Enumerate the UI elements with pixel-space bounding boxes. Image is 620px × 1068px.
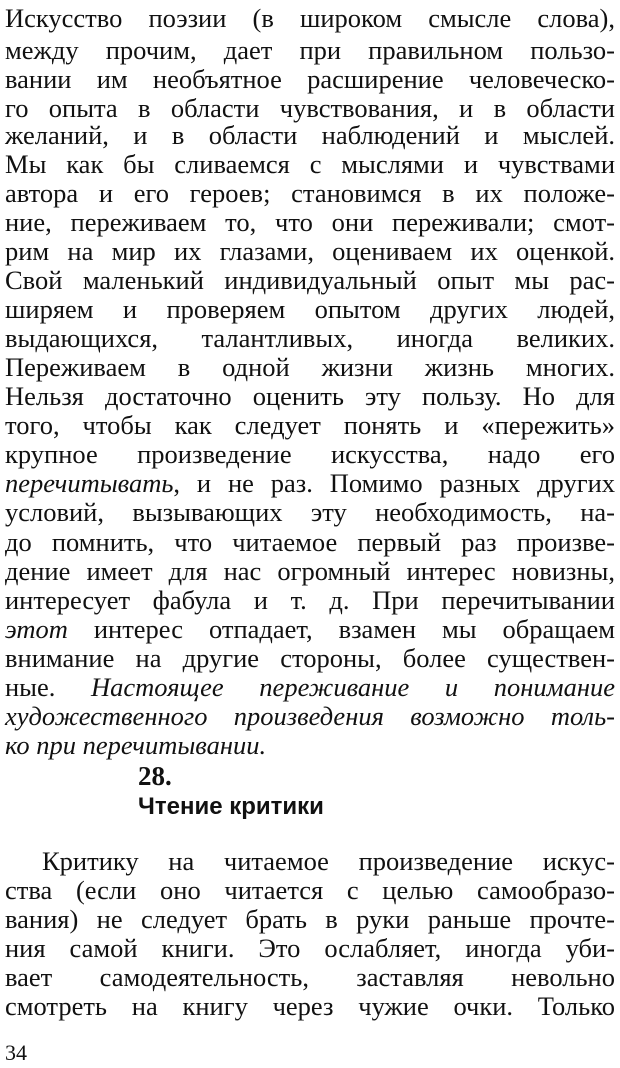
text-line: Свой маленький индивидуальный опыт мы рас- [5, 265, 615, 295]
section-number: 28. [138, 761, 172, 791]
text-line: до помнить, что читаемое первый раз произве- [5, 527, 615, 557]
text-line: желаний, и в области наблюдений и мыслей. [5, 120, 615, 150]
text-line: вания) не следует брать в руки раньше прочте- [5, 904, 615, 934]
text-line: ко при перечитывании. [5, 730, 267, 760]
emphasis-text: Настоящее переживание и понимание [91, 672, 616, 702]
text-line: крупное произведение искусства, надо его [5, 439, 615, 469]
text-line: Нельзя достаточно оценить эту пользу. Но для [5, 381, 615, 411]
text-line: интересует фабула и т. д. При перечитывании [5, 585, 615, 615]
text-line: Переживаем в одной жизни жизнь многих. [5, 352, 615, 382]
text-line: Искусство поэзии (в широком смысле слова), [5, 3, 615, 33]
text-line: Критику на читаемое произведение искус- [42, 846, 615, 876]
text-line: между прочим, дает при правильном пользо- [5, 35, 615, 65]
text-fragment: , и не раз. Помимо разных других [173, 468, 615, 498]
page-number: 34 [5, 1040, 27, 1065]
text-line: Мы как бы сливаемся с мыслями и чувствами [5, 149, 615, 179]
text-line: ние, переживаем то, что они переживали; смот- [5, 207, 615, 237]
text-line: дение имеет для нас огромный интерес новизны, [5, 556, 615, 586]
text-line: художественного произведения возможно толь- [5, 701, 615, 731]
text-line: того, чтобы как следует понять и «пережить» [5, 410, 615, 440]
text-line: выдающихся, талантливых, иногда великих. [5, 323, 615, 353]
text-line: ширяем и проверяем опытом других людей, [5, 294, 615, 324]
text-line: смотреть на книгу через чужие очки. Только [5, 991, 615, 1021]
text-line: вает самодеятельность, заставляя невольно [5, 962, 615, 992]
text-line: ния самой книги. Это ослабляет, иногда уби- [5, 933, 615, 963]
emphasis-text: этот [5, 614, 68, 644]
text-line: внимание на другие стороны, более существен- [5, 643, 615, 673]
text-fragment: ные. [5, 672, 91, 702]
text-line: условий, вызывающих эту необходимость, на- [5, 497, 615, 527]
text-line: автора и его героев; становимся в их положе- [5, 178, 615, 208]
text-line: вании им необъятное расширение человеческо- [5, 64, 615, 94]
text-line [5, 672, 615, 702]
emphasis-text: перечитывать [5, 468, 174, 498]
text-line [5, 468, 615, 498]
text-fragment: интерес отпадает, взамен мы обращаем [67, 614, 615, 644]
text-line: го опыта в области чувствования, и в области [5, 93, 615, 123]
section-title: Чтение критики [138, 793, 324, 820]
text-line: рим на мир их глазами, оцениваем их оценкой. [5, 236, 615, 266]
text-line [5, 614, 615, 644]
text-line: ства (если оно читается с целью самообразо- [5, 875, 615, 905]
